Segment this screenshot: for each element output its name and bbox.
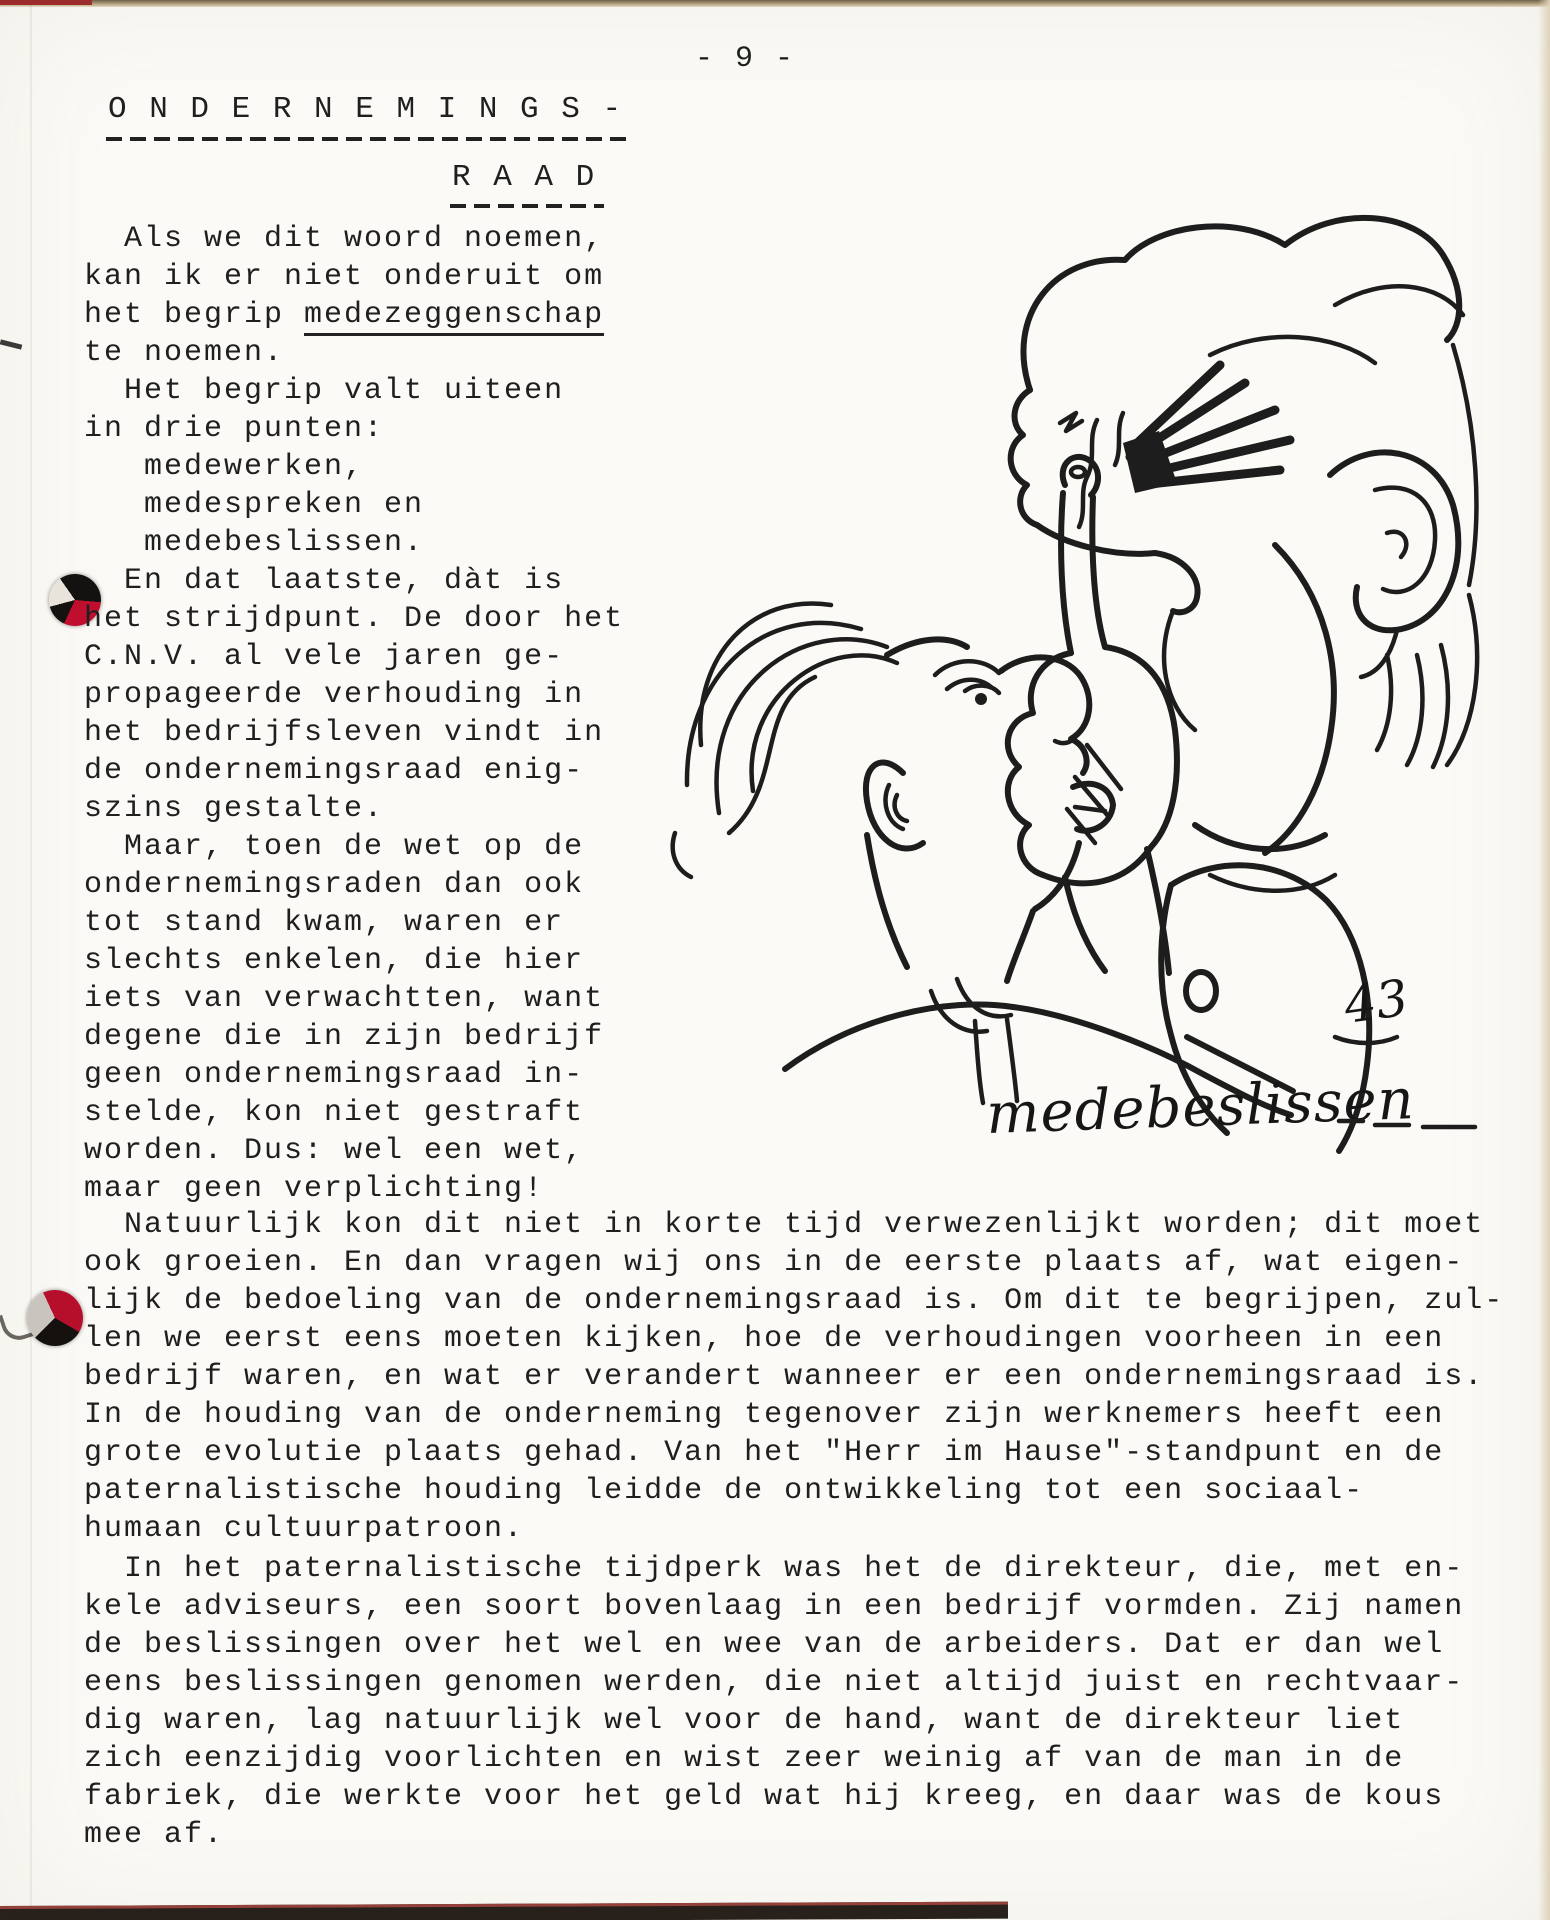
text-line: kan ik er niet onderuit om bbox=[84, 260, 605, 294]
artist-signature: 43 bbox=[1340, 968, 1412, 1035]
text-line: geen ondernemingsraad in- bbox=[84, 1058, 585, 1092]
text-line: zich eenzijdig voorlichten en wist zeer weinig af van de man in de bbox=[84, 1742, 1405, 1776]
text-line: de ondernemingsraad enig- bbox=[84, 754, 585, 788]
text-line: paternalistische houding leidde de ontwikkeling tot een sociaal- bbox=[84, 1474, 1365, 1508]
body-paragraph-1 bbox=[84, 1206, 1504, 1548]
text-line: tot stand kwam, waren er bbox=[84, 906, 565, 940]
text-line: eens beslissingen genomen werden, die niet altijd juist en rechtvaar- bbox=[84, 1666, 1465, 1700]
text-line: medewerken, bbox=[84, 450, 365, 484]
left-text-column bbox=[84, 220, 624, 1208]
paper-top-edge bbox=[0, 0, 1550, 7]
text-line: worden. Dus: wel een wet, bbox=[84, 1134, 585, 1168]
text-line: de beslissingen over het wel en wee van de arbeiders. Dat er dan wel bbox=[84, 1628, 1445, 1662]
worker-figure bbox=[673, 604, 1291, 1115]
text-segment: het begrip bbox=[84, 298, 305, 332]
text-line: medespreken en bbox=[84, 488, 425, 522]
text-line: humaan cultuurpatroon. bbox=[84, 1512, 525, 1546]
article-title-line1: O N D E R N E M I N G S - bbox=[108, 92, 624, 127]
text-line: ondernemingsraden dan ook bbox=[84, 868, 585, 902]
title-dashed-underline-2 bbox=[450, 204, 604, 208]
text-line: ook groeien. En dan vragen wij ons in de eerste plaats af, wat eigen- bbox=[84, 1246, 1465, 1280]
text-line: medebeslissen. bbox=[84, 526, 425, 560]
signature-underline bbox=[1335, 1037, 1397, 1043]
paper-bottom-edge bbox=[0, 1902, 1008, 1920]
text-line: In het paternalistische tijdperk was het de direkteur, die, met en- bbox=[84, 1552, 1465, 1586]
paper-right-edge bbox=[1538, 0, 1550, 1920]
page-number: - 9 - bbox=[694, 42, 795, 76]
text-line: Natuurlijk kon dit niet in korte tijd verwezenlijkt worden; dit moet bbox=[84, 1208, 1485, 1242]
text-lines-group bbox=[84, 220, 624, 296]
text-line: slechts enkelen, die hier bbox=[84, 944, 585, 978]
text-line: degene die in zijn bedrijf bbox=[84, 1020, 605, 1054]
text-line: mee af. bbox=[84, 1818, 225, 1852]
text-line: lijk de bedoeling van de ondernemingsraad is. Om dit te begrijpen, zul- bbox=[84, 1284, 1505, 1318]
paper-corner-red-mark bbox=[0, 0, 92, 5]
text-lines-group bbox=[84, 334, 624, 1208]
text-line bbox=[84, 296, 624, 334]
text-line: het strijdpunt. De door het bbox=[84, 602, 625, 636]
article-title-line2: R A A D bbox=[452, 160, 597, 195]
text-line: iets van verwachtten, want bbox=[84, 982, 605, 1016]
text-line: In de houding van de onderneming tegenover zijn werknemers heeft een bbox=[84, 1398, 1445, 1432]
text-line: Maar, toen de wet op de bbox=[84, 830, 585, 864]
text-line: szins gestalte. bbox=[84, 792, 385, 826]
raised-hand bbox=[1008, 457, 1177, 973]
text-line: propageerde verhouding in bbox=[84, 678, 585, 712]
boss-figure bbox=[1011, 218, 1477, 891]
text-line: stelde, kon niet gestraft bbox=[84, 1096, 585, 1130]
binding-stud-bottom bbox=[27, 1290, 83, 1346]
text-line: maar geen verplichting! bbox=[84, 1172, 545, 1206]
text-line: bedrijf waren, en wat er verandert wanneer er een ondernemingsraad is. bbox=[84, 1360, 1485, 1394]
text-line: het bedrijfsleven vindt in bbox=[84, 716, 605, 750]
text-line: len we eerst eens moeten kijken, hoe de verhoudingen voorheen in een bbox=[84, 1322, 1445, 1356]
text-line: grote evolutie plaats gehad. Van het "Herr im Hause"-standpunt en de bbox=[84, 1436, 1445, 1470]
cartoon-illustration bbox=[635, 185, 1515, 1185]
paper-edge-mark bbox=[0, 339, 22, 349]
text-line: Als we dit woord noemen, bbox=[84, 222, 605, 256]
text-line: dig waren, lag natuurlijk wel voor de hand, want de direkteur liet bbox=[84, 1704, 1405, 1738]
text-line: En dat laatste, dàt is bbox=[84, 564, 565, 598]
text-line: Het begrip valt uiteen bbox=[84, 374, 565, 408]
text-line: C.N.V. al vele jaren ge- bbox=[84, 640, 565, 674]
underlined-word: medezeggenschap bbox=[304, 298, 604, 336]
text-line: te noemen. bbox=[84, 336, 285, 370]
cartoon-caption: medebeslissen bbox=[985, 1067, 1416, 1147]
body-paragraph-2 bbox=[84, 1550, 1464, 1854]
text-line: fabriek, die werkte voor het geld wat hij kreeg, en daar was de kous bbox=[84, 1780, 1445, 1814]
text-line: in drie punten: bbox=[84, 412, 385, 446]
paper-crease-line bbox=[30, 0, 32, 1920]
text-line: kele adviseurs, een soort bovenlaag in een bedrijf vormden. Zij namen bbox=[84, 1590, 1465, 1624]
title-dashed-underline-1 bbox=[106, 137, 628, 141]
